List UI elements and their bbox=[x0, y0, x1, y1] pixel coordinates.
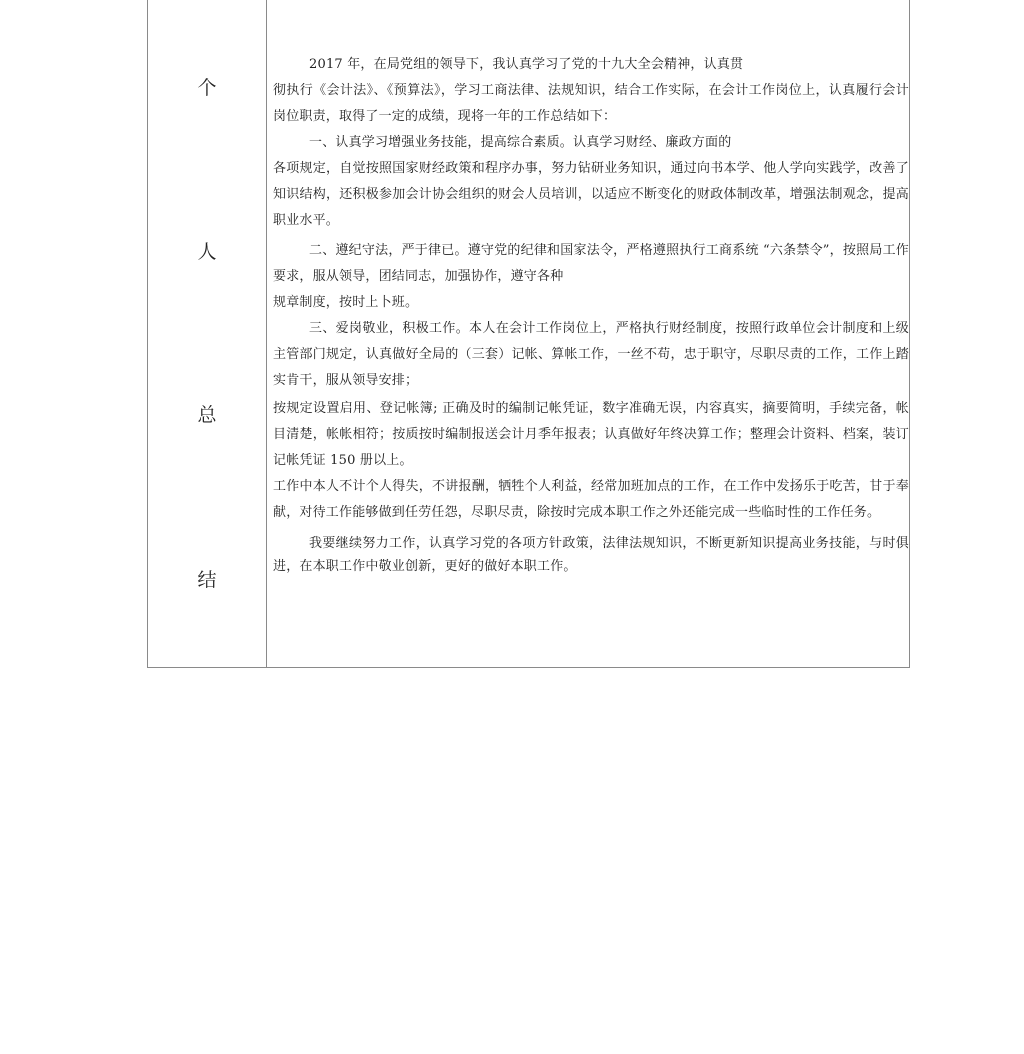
label-char-zong: 总 bbox=[197, 404, 217, 426]
paragraph-bookkeeping: 按规定设置启用、登记帐簿; 正确及时的编制记帐凭证，数字准确无误，内容真实，摘要简明，手续完备，帐目清楚，帐帐相符；按质按时编制报送会计月季年报表；认真做好年终决算工作；整理会计资料、档案，装订记帐凭证 150 册以上。 bbox=[273, 401, 909, 468]
paragraph-study-line2: 各项规定，自觉按照国家财经政策和程序办事，努力钻研业务知识，通过向书本学、他人学向实践学，改善了知识结构，还积极参加会计协会组织的财会人员培训，以适应不断变化的财政体制改革，增强法制观念，提高职业水平。 bbox=[273, 161, 909, 228]
summary-form-table bbox=[147, 0, 910, 668]
label-char-ge: 个 bbox=[197, 77, 217, 99]
paragraph-discipline-line1: 二、遵纪守法，严于律已。遵守党的纪律和国家法令，严格遵照执行工商系统 “六条禁令”，按照局工作要求，服从领导，团结同志，加强协作，遵守各种 bbox=[273, 243, 909, 284]
paragraph-intro-line2: 彻执行《会计法》、《预算法》，学习工商法律、法规知识，结合工作实际，在会计工作岗位上，认真履行会计岗位职责，取得了一定的成绩，现将一年的工作总结如下： bbox=[273, 83, 909, 124]
paragraph-closing: 我要继续努力工作，认真学习党的各项方针政策，法律法规知识，不断更新知识提高业务技能，与时俱进，在本职工作中敬业创新，更好的做好本职工作。 bbox=[273, 536, 909, 574]
summary-content bbox=[273, 52, 909, 578]
paragraph-discipline-line2: 规章制度，按时上卜班。 bbox=[273, 295, 419, 310]
label-char-ren: 人 bbox=[197, 241, 217, 263]
paragraph-dedication: 三、爱岗敬业，积极工作。本人在会计工作岗位上，严格执行财经制度，按照行政单位会计制度和上级主管部门规定，认真做好全局的（三套）记帐、算帐工作，一丝不苟，忠于职守，尽职尽责的工作，工作上踏实肯干，服从领导安排； bbox=[273, 321, 909, 388]
paragraph-intro-line1: 2017 年，在局党组的领导下，我认真学习了党的十九大全会精神，认真贯 bbox=[309, 57, 744, 72]
paragraph-study-line1: 一、认真学习增强业务技能，提高综合素质。认真学习财经、廉政方面的 bbox=[309, 135, 732, 150]
label-column bbox=[148, 0, 267, 667]
label-char-jie: 结 bbox=[197, 569, 217, 591]
paragraph-selfless: 工作中本人不计个人得失，不讲报酬，牺牲个人利益，经常加班加点的工作，在工作中发扬乐于吃苦，甘于奉献，对待工作能够做到任劳任怨，尽职尽责，除按时完成本职工作之外还能完成一些临时性的工作任务。 bbox=[273, 479, 909, 520]
